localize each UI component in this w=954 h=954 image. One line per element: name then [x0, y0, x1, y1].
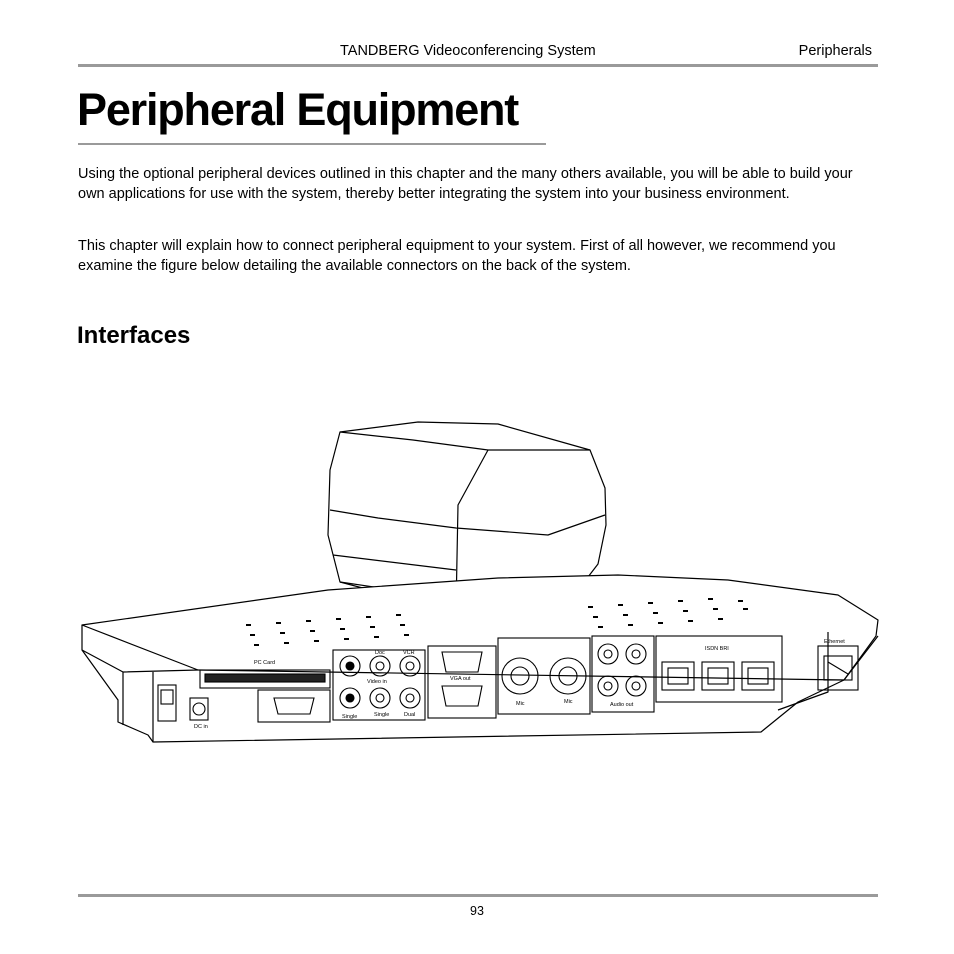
header-title: TANDBERG Videoconferencing System — [340, 43, 596, 59]
single-out-connector — [370, 688, 390, 708]
section-heading: Interfaces — [77, 322, 191, 349]
footer-rule — [78, 894, 878, 897]
label-single-2: Single — [374, 712, 390, 718]
intro-paragraph-1: Using the optional peripheral devices outlined in this chapter and the many others available, you will be able to build your own applications for use with the system, thereby better integrating the system into your business environment. — [78, 166, 853, 202]
audio-out-2-connector — [626, 676, 646, 696]
intro-paragraph-2: This chapter will explain how to connect peripheral equipment to your system. First of all however, we recommend you examine the figure below detailing the available connectors on the back of the system. — [78, 238, 836, 274]
label-video-in: Video in — [367, 679, 387, 685]
label-doc: Doc — [375, 650, 385, 656]
header-section: Peripherals — [798, 43, 872, 59]
title-rule — [78, 143, 546, 145]
vga-out-connector-2 — [442, 686, 482, 706]
header-rule — [78, 64, 878, 67]
label-ethernet: Ethernet — [824, 639, 845, 645]
label-isdn-bri: ISDN BRI — [705, 646, 729, 652]
label-dc-in: DC in — [194, 724, 208, 730]
label-vcr: VCR — [403, 650, 415, 656]
label-audio-out: Audio out — [610, 702, 634, 708]
dual-out-connector — [400, 688, 420, 708]
label-mic-2: Mic — [564, 699, 573, 705]
page-number: 93 — [470, 904, 484, 918]
codec-unit-body — [82, 575, 878, 742]
system-rear-panel-figure — [78, 410, 882, 750]
audio-out-1-connector — [598, 676, 618, 696]
label-dual: Dual — [404, 712, 416, 718]
page-title: Peripheral Equipment — [77, 84, 519, 135]
label-single-1: Single — [342, 714, 358, 720]
label-vga-out: VGA out — [450, 676, 471, 682]
label-pc-card: PC Card — [254, 660, 276, 666]
label-mic-1: Mic — [516, 701, 525, 707]
serial-port — [258, 690, 330, 722]
